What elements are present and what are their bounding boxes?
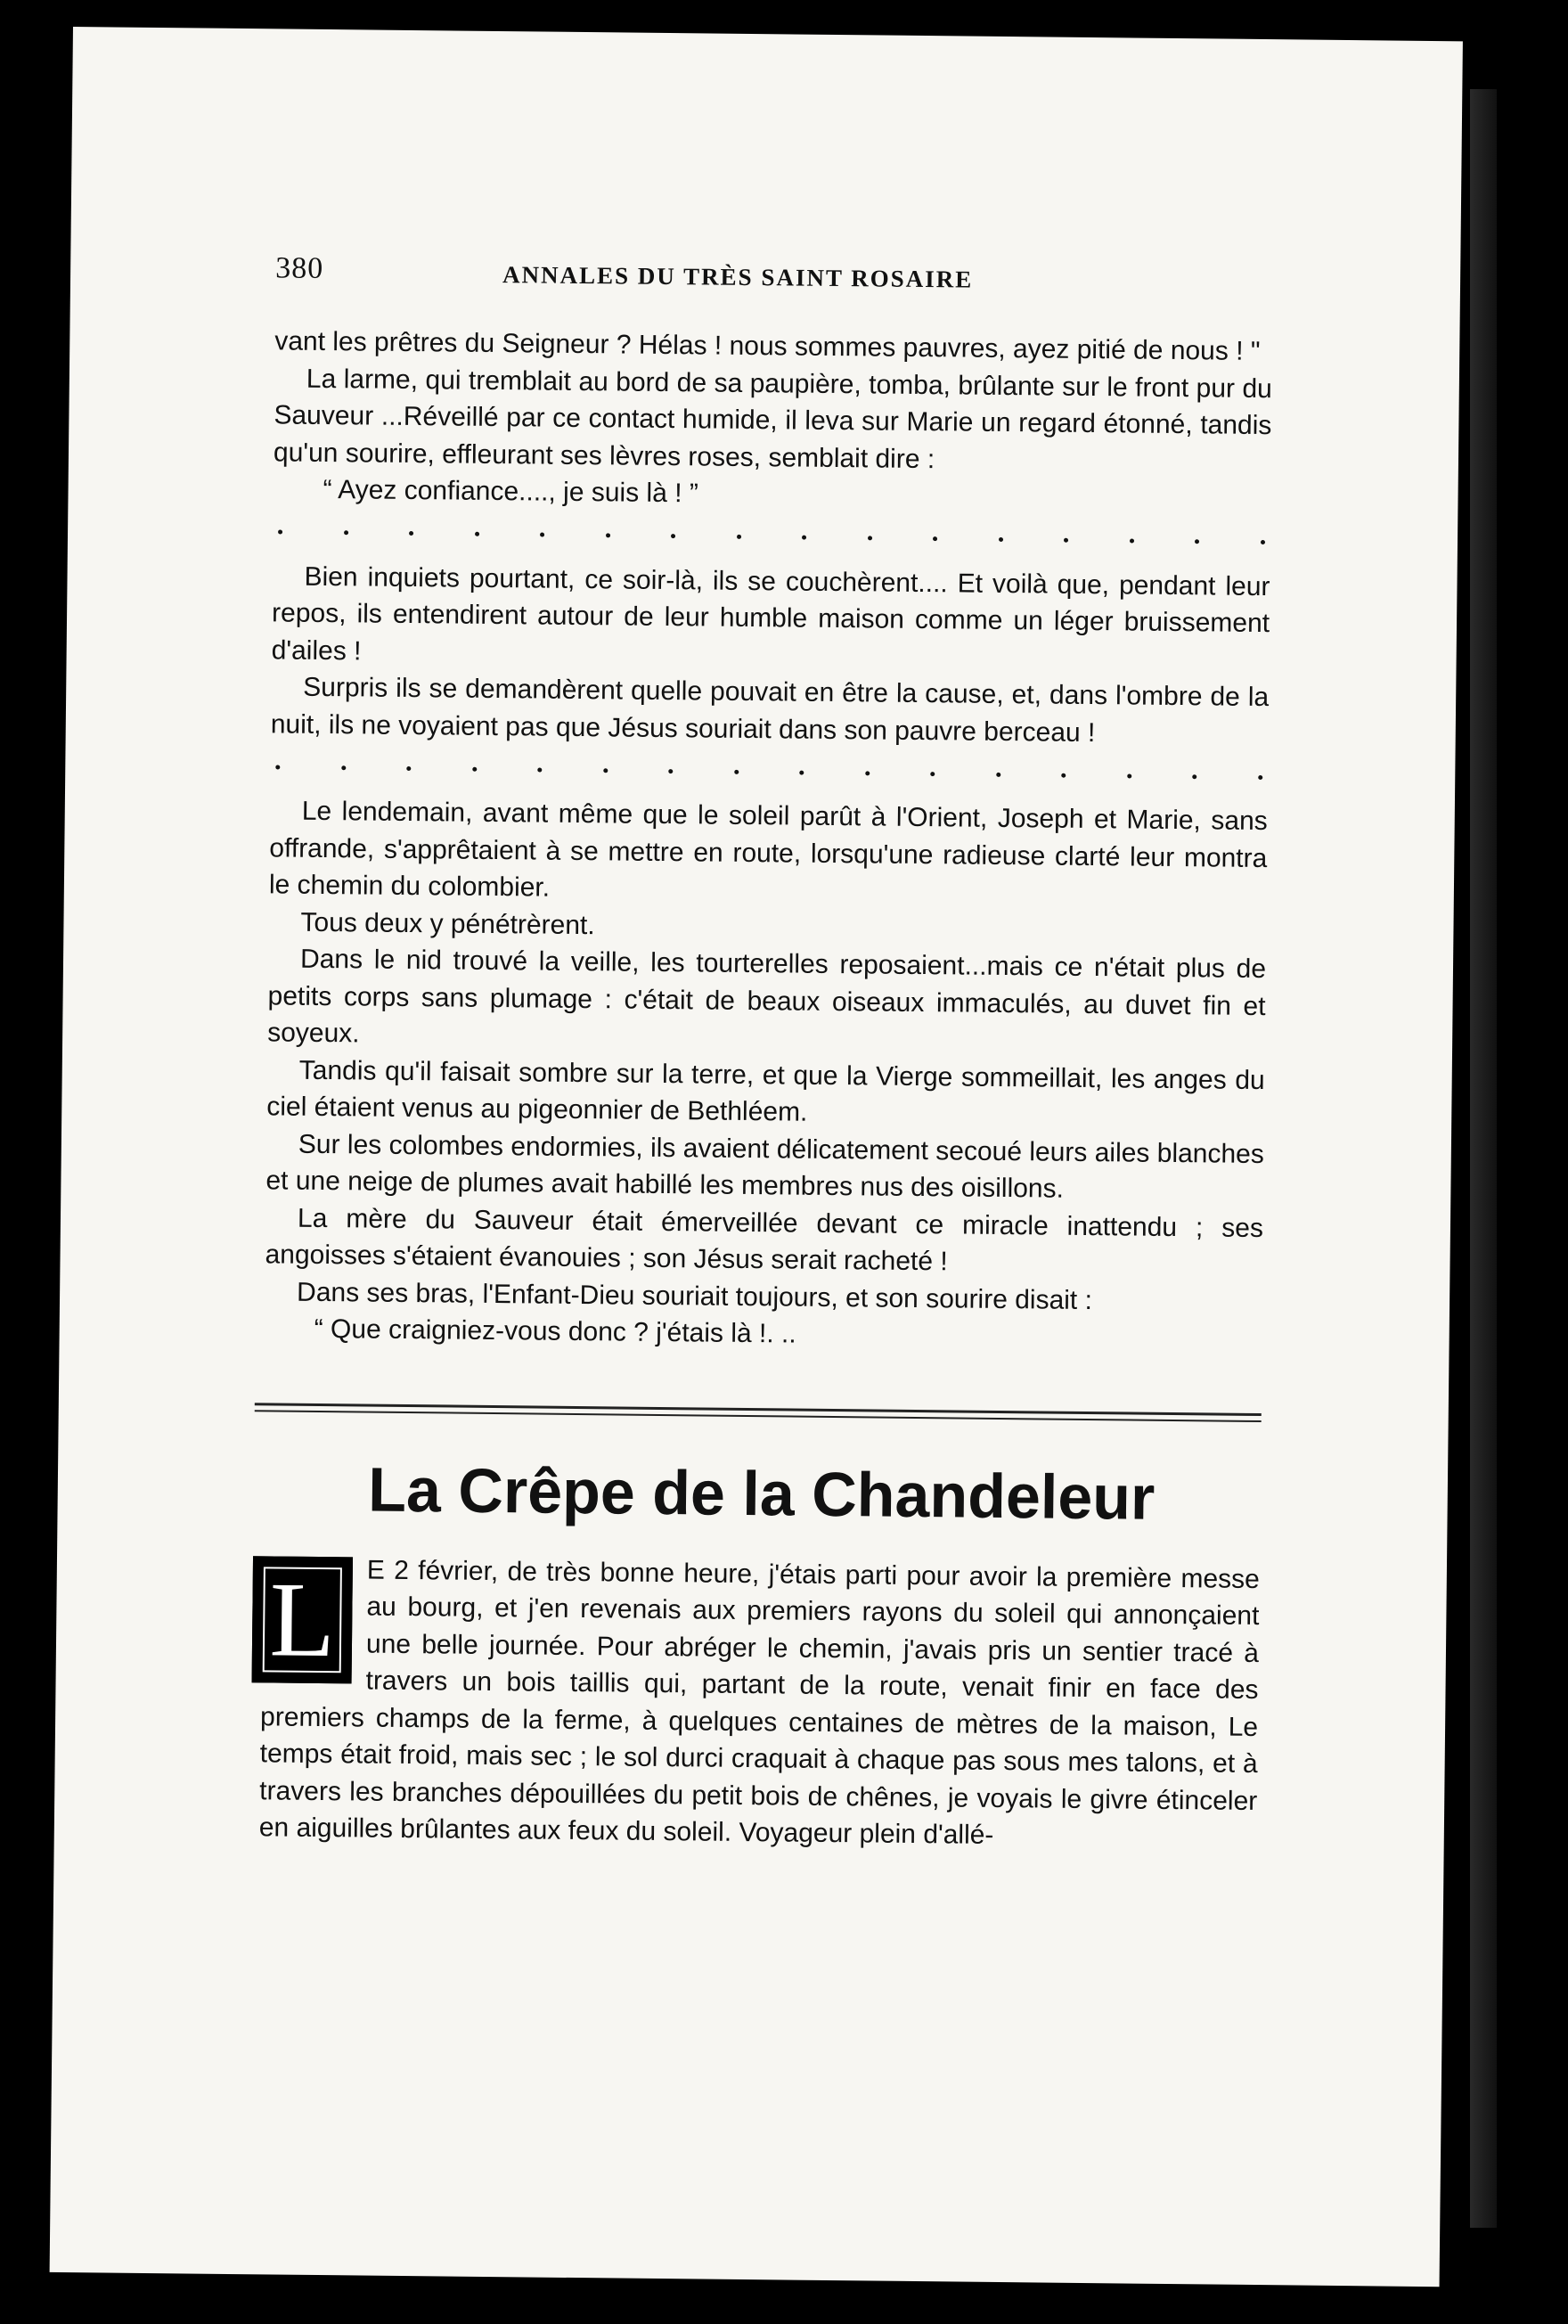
paragraph: Sur les colombes endormies, ils avaient délicatement secoué leurs ailes blanches et une neige de plumes avait habillé les membres nus des oisillons. bbox=[265, 1129, 1264, 1204]
separator-dot bbox=[1127, 773, 1131, 778]
paragraph: La mère du Sauveur était émerveillée devant ce miracle inattendu ; ses angoisses s'étaient évanouies ; son Jésus serait racheté ! bbox=[265, 1203, 1264, 1277]
separator-dot bbox=[406, 765, 411, 770]
paragraph: Tandis qu'il faisait sombre sur la terre, et que la Vierge sommeillait, les anges du ciel étaient venus au pigeonnier de Bethléem. bbox=[266, 1055, 1265, 1127]
separator-dot bbox=[606, 533, 610, 537]
separator-dot bbox=[603, 768, 608, 773]
article-paragraph: E 2 février, de très bonne heure, j'étais parti pour avoir la première messe au bourg, et j'en revenais aux premiers rayons du soleil qui annonçaient une belle journée. Pour abréger le chemin, j'avais pris un sentier tracé à travers un bois taillis qui, partant de la route, venait finir en face des premiers champs de la ferme, à quelques centaines de mètres de la maison, Le temps était froid, mais sec ; le sol durci craquait à chaque pas sous mes talons, et à travers les branches dépouillées du petit bois de chênes, je voyais le givre étinceler en aiguilles brûlantes aux feux du soleil. Voyageur plein d'allé- bbox=[258, 1555, 1261, 1850]
separator-dot bbox=[1193, 774, 1197, 779]
paragraph: vant les prêtres du Seigneur ? Hélas ! nous sommes pauvres, ayez pitié de nous ! " bbox=[274, 326, 1261, 366]
story-continuation bbox=[264, 323, 1272, 1357]
separator-dot bbox=[996, 772, 1000, 776]
dropcap bbox=[252, 1556, 353, 1683]
paragraph: La larme, qui tremblait au bord de sa paupière, tomba, brûlante sur le front pur du Sauveur ...Réveillé par ce contact humide, il leva sur Marie un regard étonné, tandis qu'un sourire, effleurant ses lèvres roses, semblait dire : bbox=[273, 364, 1272, 474]
page-header bbox=[275, 251, 1274, 324]
separator-dot bbox=[668, 769, 673, 773]
section-divider bbox=[264, 1392, 1262, 1438]
separator-dot bbox=[931, 772, 935, 776]
separator-dot bbox=[344, 530, 348, 535]
paragraph: Bien inquiets pourtant, ce soir-là, ils se couchèrent.... Et voilà que, pendant leur repos, ils entendirent autour de leur humble maison comme un léger bruissement d'ailes ! bbox=[271, 561, 1270, 666]
separator-dot bbox=[1130, 538, 1134, 543]
separator-dot bbox=[933, 536, 937, 541]
separator-dot bbox=[1195, 539, 1199, 544]
dot-separator bbox=[273, 513, 1270, 561]
separator-dot bbox=[341, 765, 346, 770]
quote-paragraph: “ Ayez confiance...., je suis là ! ” bbox=[323, 474, 699, 509]
separator-dot bbox=[1261, 540, 1265, 544]
separator-dot bbox=[802, 536, 806, 540]
article-body bbox=[259, 1551, 1260, 1857]
separator-dot bbox=[475, 532, 479, 536]
paragraph: Dans le nid trouvé la veille, les tourterelles reposaient...mais ce n'était plus de petits corps sans plumage : c'était de beaux oiseaux immaculés, au duvet fin et soyeux. bbox=[267, 944, 1267, 1049]
separator-dot bbox=[671, 534, 675, 538]
separator-dot bbox=[999, 537, 1003, 542]
separator-dot bbox=[1064, 538, 1068, 543]
page-sheet bbox=[50, 27, 1463, 2287]
quote-paragraph: “ Que craigniez-vous donc ? j'étais là !. .. bbox=[314, 1313, 796, 1349]
running-title: ANNALES DU TRÈS SAINT ROSAIRE bbox=[502, 261, 974, 293]
divider-line bbox=[255, 1403, 1262, 1416]
article-title: La Crêpe de la Chandeleur bbox=[367, 1454, 1156, 1533]
paragraph: Surpris ils se demandèrent quelle pouvait en être la cause, et, dans l'ombre de la nuit, ils ne voyaient pas que Jésus souriait dans son pauvre berceau ! bbox=[270, 672, 1270, 748]
separator-dot bbox=[1258, 774, 1262, 779]
separator-dot bbox=[737, 535, 741, 539]
separator-dot bbox=[278, 529, 282, 534]
next-page-edge bbox=[1470, 89, 1497, 2228]
separator-dot bbox=[537, 767, 542, 772]
separator-dot bbox=[734, 769, 739, 773]
separator-dot bbox=[275, 765, 280, 769]
page-number: 380 bbox=[274, 251, 324, 285]
dot-separator bbox=[270, 748, 1268, 796]
separator-dot bbox=[865, 771, 870, 775]
separator-dot bbox=[472, 766, 477, 771]
paragraph: Tous deux y pénétrèrent. bbox=[300, 907, 595, 940]
separator-dot bbox=[800, 770, 804, 774]
paragraph: Dans ses bras, l'Enfant-Dieu souriait toujours, et son sourire disait : bbox=[296, 1277, 1093, 1315]
separator-dot bbox=[1062, 773, 1066, 777]
separator-dot bbox=[868, 536, 872, 540]
dropcap-letter: L bbox=[263, 1567, 342, 1673]
page-content bbox=[259, 251, 1274, 1856]
paragraph: Le lendemain, avant même que le soleil parût à l'Orient, Joseph et Marie, sans offrande, s'apprêtaient à se mettre en route, lorsqu'une radieuse clarté leur montra le chemin du colombier. bbox=[268, 796, 1268, 903]
separator-dot bbox=[540, 533, 544, 537]
separator-dot bbox=[409, 531, 413, 536]
